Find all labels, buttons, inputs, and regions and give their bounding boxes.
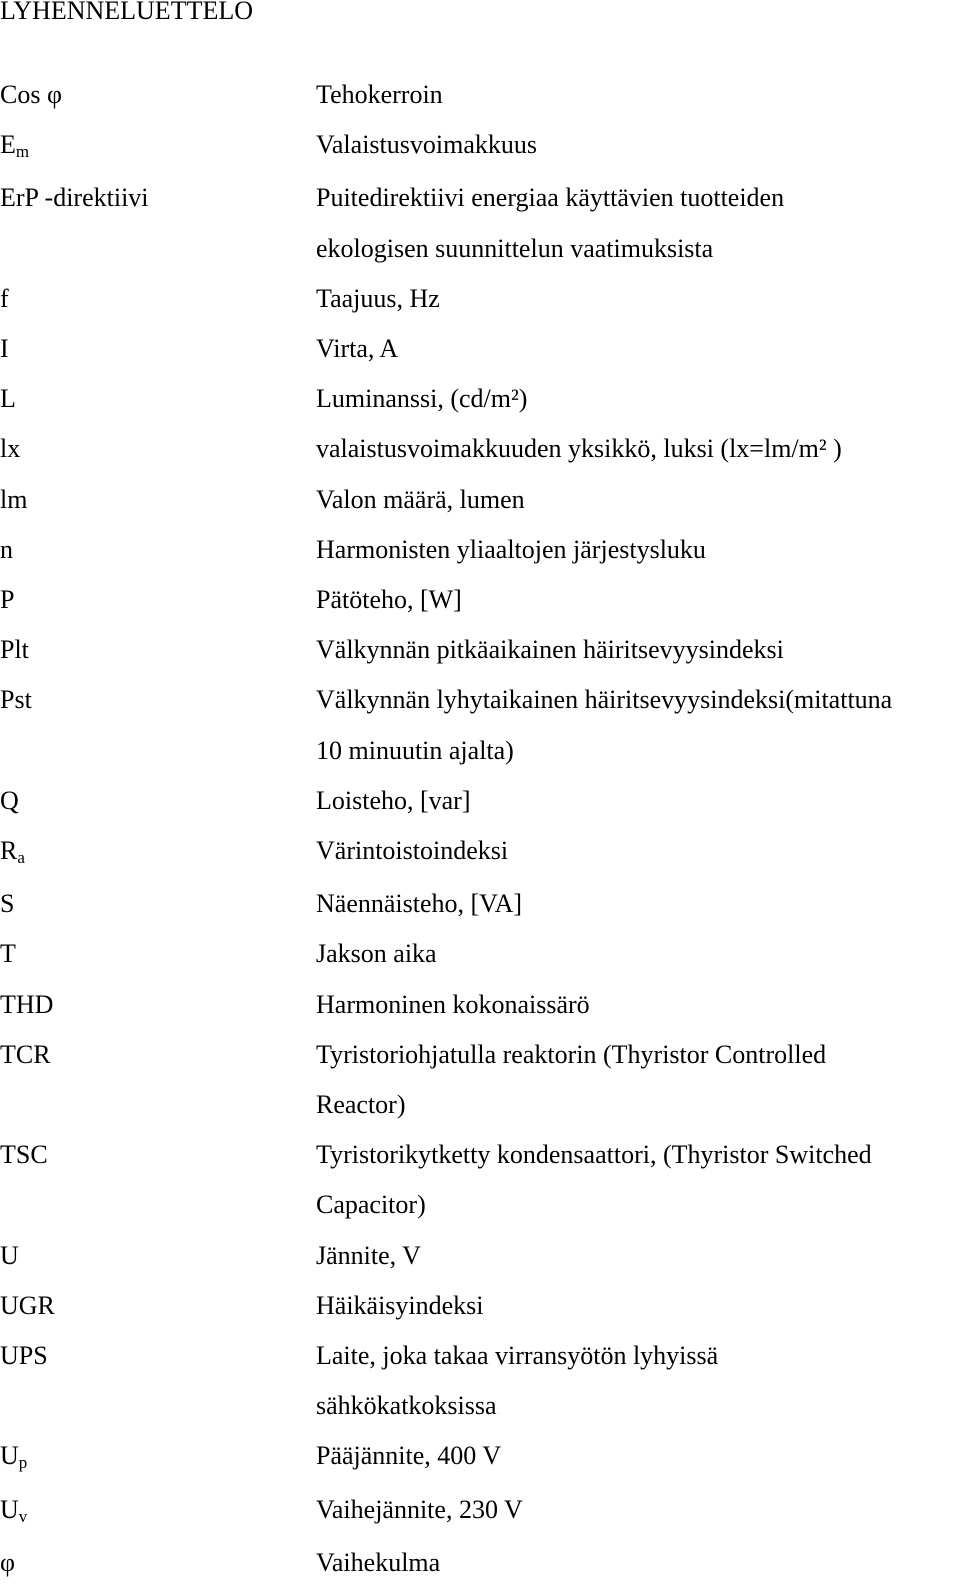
abbreviation-list	[0, 70, 960, 1588]
abbreviation-definition: Välkynnän pitkäaikainen häiritsevyysindeksi	[316, 635, 784, 665]
abbreviation-row	[0, 70, 960, 120]
abbreviation-term	[0, 1485, 316, 1538]
abbreviation-term	[0, 776, 316, 826]
abbreviation-row	[0, 1431, 960, 1484]
abbreviation-term-text: S	[0, 889, 15, 919]
abbreviation-term-text: UGR	[0, 1290, 55, 1320]
abbreviation-row	[0, 475, 960, 525]
abbreviation-definition: Jännite, V	[316, 1240, 421, 1270]
abbreviation-term	[0, 980, 316, 1030]
abbreviation-row	[0, 929, 960, 979]
abbreviation-definition: valaistusvoimakkuuden yksikkö, luksi (lx=lm/m² )	[316, 434, 842, 464]
abbreviation-term-text: U	[0, 1441, 19, 1471]
abbreviation-row	[0, 575, 960, 625]
abbreviation-row	[0, 1030, 960, 1130]
abbreviation-definition: Taajuus, Hz	[316, 283, 440, 313]
abbreviation-definition: Puitedirektiivi energiaa käyttävien tuotteiden ekologisen suunnittelun vaatimuksista	[316, 183, 785, 263]
abbreviation-term-text: n	[0, 534, 13, 564]
abbreviation-term	[0, 1030, 316, 1080]
abbreviation-term-text: P	[0, 585, 15, 615]
abbreviation-definition: Vaihejännite, 230 V	[316, 1494, 523, 1524]
abbreviation-row	[0, 1485, 960, 1538]
abbreviation-definition: Valaistusvoimakkuus	[316, 130, 537, 160]
abbreviation-term-subscript: m	[15, 142, 30, 162]
abbreviation-row	[0, 1331, 960, 1431]
abbreviation-term	[0, 274, 316, 324]
abbreviation-term-subscript: p	[18, 1453, 28, 1473]
abbreviation-row	[0, 324, 960, 374]
abbreviation-term	[0, 374, 316, 424]
abbreviation-definition: Valon määrä, lumen	[316, 484, 525, 514]
abbreviation-term-text: I	[0, 334, 9, 364]
abbreviation-term-text: L	[0, 384, 16, 414]
abbreviation-term	[0, 879, 316, 929]
abbreviation-definition: Tehokerroin	[316, 80, 443, 109]
abbreviation-row	[0, 1231, 960, 1281]
abbreviation-definition: Harmonisten yliaaltojen järjestysluku	[316, 534, 706, 564]
abbreviation-definition: Tyristoriohjatulla reaktorin (Thyristor Controlled Reactor)	[316, 1039, 827, 1120]
abbreviation-definition: Harmoninen kokonaissärö	[316, 989, 590, 1019]
abbreviation-term-text: THD	[0, 989, 54, 1019]
abbreviation-term	[0, 625, 316, 675]
abbreviation-row	[0, 826, 960, 879]
abbreviation-term	[0, 675, 316, 725]
abbreviation-term-text: U	[0, 1494, 19, 1524]
abbreviation-term-text: f	[0, 283, 9, 313]
abbreviation-term	[0, 1281, 316, 1331]
abbreviation-definition: Luminanssi, (cd/m²)	[316, 384, 528, 414]
abbreviation-term-text: T	[0, 939, 16, 969]
abbreviation-row	[0, 525, 960, 575]
abbreviation-definition: Värintoistoindeksi	[316, 836, 509, 866]
abbreviation-row	[0, 675, 960, 775]
abbreviation-row	[0, 1538, 960, 1588]
abbreviation-term	[0, 324, 316, 374]
abbreviation-term	[0, 424, 316, 474]
abbreviation-term-subscript: v	[18, 1506, 28, 1526]
abbreviation-term	[0, 1431, 316, 1484]
abbreviation-term	[0, 1130, 316, 1180]
abbreviation-term	[0, 1331, 316, 1381]
abbreviation-term-text: Plt	[0, 635, 29, 665]
abbreviation-row	[0, 173, 960, 273]
abbreviation-definition: Jakson aika	[316, 939, 437, 969]
abbreviation-definition: Pääjännite, 400 V	[316, 1441, 502, 1471]
abbreviation-definition: Vaihekulma	[316, 1547, 441, 1577]
abbreviation-term-text: TCR	[0, 1039, 51, 1069]
abbreviation-term	[0, 1538, 316, 1588]
abbreviation-term	[0, 120, 316, 173]
page-title: LYHENNELUETTELO	[0, 0, 253, 25]
abbreviation-definition: Häikäisyindeksi	[316, 1290, 484, 1320]
abbreviation-definition: Näennäisteho, [VA]	[316, 889, 523, 919]
abbreviation-term-text: Pst	[0, 685, 32, 715]
abbreviation-term-text: TSC	[0, 1140, 48, 1170]
abbreviation-term-text: φ	[0, 1547, 16, 1577]
abbreviation-term	[0, 929, 316, 979]
abbreviation-definition: Pätöteho, [W]	[316, 585, 462, 615]
abbreviation-term	[0, 70, 316, 120]
abbreviation-term	[0, 525, 316, 575]
abbreviation-row	[0, 424, 960, 474]
abbreviation-row	[0, 374, 960, 424]
abbreviation-term-text: R	[0, 836, 18, 866]
abbreviation-term-text: Q	[0, 785, 19, 815]
abbreviation-definition: Loisteho, [var]	[316, 785, 471, 815]
abbreviation-term	[0, 173, 316, 223]
abbreviation-row	[0, 625, 960, 675]
abbreviation-term-text: lx	[0, 434, 21, 464]
abbreviation-term	[0, 575, 316, 625]
abbreviation-row	[0, 1130, 960, 1230]
abbreviation-row	[0, 776, 960, 826]
abbreviation-term-text: ErP -direktiivi	[0, 183, 149, 213]
abbreviation-term-subscript: a	[17, 848, 25, 868]
abbreviation-term-text: Cos φ	[0, 80, 62, 109]
abbreviation-definition: Välkynnän lyhytaikainen häiritsevyysindeksi(mitattuna 10 minuutin ajalta)	[316, 685, 893, 765]
abbreviation-row	[0, 879, 960, 929]
abbreviation-term	[0, 475, 316, 525]
abbreviation-term-text: UPS	[0, 1341, 48, 1371]
abbreviation-term-text: U	[0, 1240, 19, 1270]
abbreviation-definition: Tyristorikytketty kondensaattori, (Thyristor Switched Capacitor)	[316, 1140, 872, 1220]
abbreviation-row	[0, 980, 960, 1030]
abbreviation-term-text: E	[0, 130, 16, 160]
abbreviation-row	[0, 274, 960, 324]
abbreviation-term-text: lm	[0, 484, 28, 514]
abbreviation-term	[0, 1231, 316, 1281]
abbreviation-definition: Laite, joka takaa virransyötön lyhyissä sähkökatkoksissa	[316, 1341, 719, 1421]
abbreviation-row	[0, 1281, 960, 1331]
abbreviation-term	[0, 826, 316, 879]
abbreviation-definition: Virta, A	[316, 334, 399, 364]
abbreviation-row	[0, 120, 960, 173]
